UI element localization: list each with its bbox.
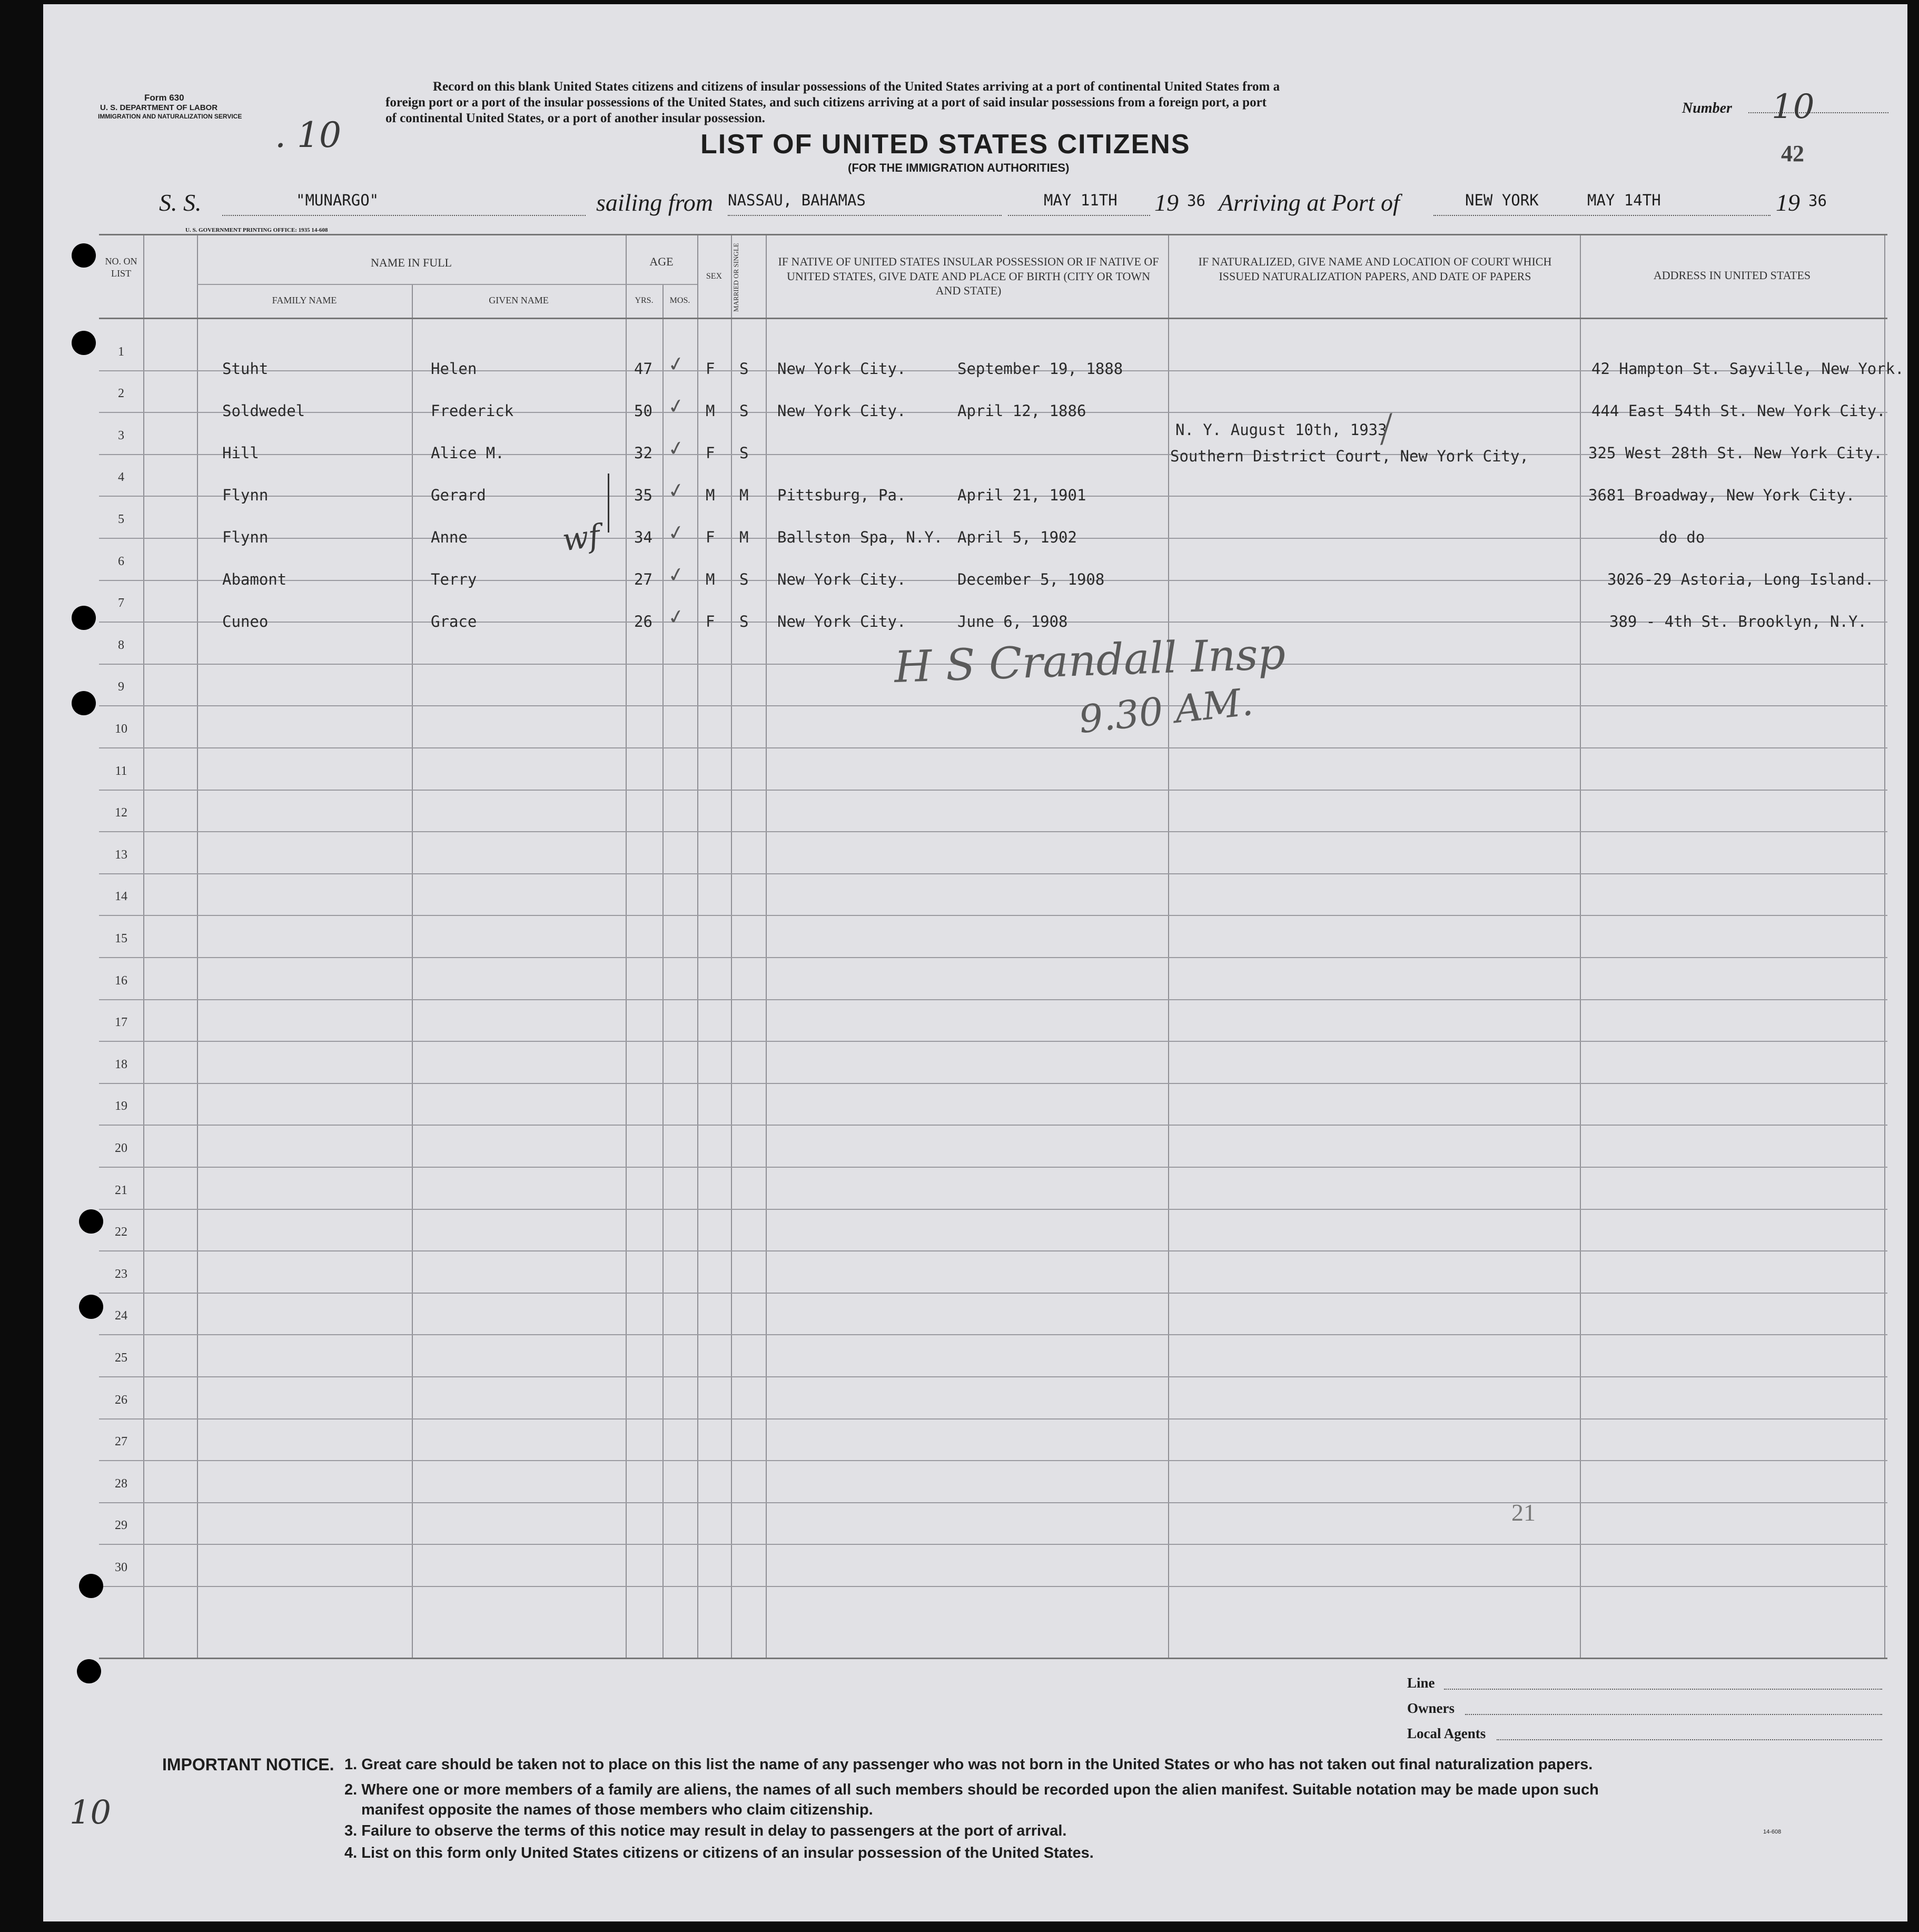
given-name-cell: Grace bbox=[431, 613, 477, 630]
extra-number: 42 bbox=[1781, 141, 1804, 166]
row-rule bbox=[99, 1125, 1887, 1126]
row-number: 12 bbox=[115, 806, 127, 820]
header-years: YRS. bbox=[635, 296, 654, 305]
passenger-table bbox=[99, 234, 1904, 1659]
column-divider bbox=[412, 284, 413, 1658]
birth-place-cell: New York City. bbox=[777, 570, 906, 588]
row-rule bbox=[99, 1376, 1887, 1377]
agents-label: Local Agents bbox=[1407, 1726, 1486, 1741]
owners-label: Owners bbox=[1407, 1700, 1455, 1716]
sex-cell: F bbox=[706, 360, 715, 378]
sex-cell: F bbox=[706, 528, 715, 546]
given-name-cell: Alice M. bbox=[431, 444, 505, 462]
department-name: U. S. DEPARTMENT OF LABOR bbox=[100, 103, 218, 112]
margin-note: . 10 bbox=[275, 115, 341, 155]
sex-cell: M bbox=[706, 570, 715, 588]
document-title: LIST OF UNITED STATES CITIZENS bbox=[700, 129, 1191, 160]
row-number: 25 bbox=[115, 1351, 127, 1365]
row-rule bbox=[99, 915, 1887, 916]
birth-place-cell: New York City. bbox=[777, 402, 906, 420]
row-number: 24 bbox=[115, 1309, 127, 1323]
birth-date-cell: September 19, 1888 bbox=[957, 360, 1123, 378]
column-divider bbox=[697, 235, 698, 1658]
row-number: 30 bbox=[115, 1561, 127, 1574]
header-sex: SEX bbox=[706, 272, 723, 281]
naturalization-court: Southern District Court, New York City, bbox=[1170, 447, 1529, 465]
row-rule bbox=[99, 1418, 1887, 1420]
birth-date-cell: April 21, 1901 bbox=[957, 486, 1086, 504]
sex-cell: M bbox=[706, 402, 715, 420]
header-naturalized: IF NATURALIZED, GIVE NAME AND LOCATION OF COURT WHICH ISSUED NATURALIZATION PAPERS, AND DATE OF PAPERS bbox=[1198, 255, 1552, 283]
address-cell: do do bbox=[1659, 528, 1705, 546]
row-number: 27 bbox=[115, 1435, 127, 1449]
given-name-cell: Helen bbox=[431, 360, 477, 378]
checkmark-icon: ✓ bbox=[666, 604, 687, 630]
header-no-on-list: NO. ON LIST bbox=[105, 256, 137, 279]
column-divider bbox=[1884, 235, 1885, 1658]
family-bracket bbox=[608, 474, 609, 533]
row-number: 10 bbox=[115, 722, 127, 736]
family-name-cell: Flynn bbox=[222, 486, 269, 504]
row-rule bbox=[99, 1502, 1887, 1503]
wife-mark: wf bbox=[560, 517, 602, 558]
age-years-cell: 47 bbox=[634, 360, 652, 378]
age-years-cell: 50 bbox=[634, 402, 652, 420]
header-subdivider bbox=[197, 284, 697, 285]
header-months: MOS. bbox=[669, 296, 690, 305]
notice-item: 3. Failure to observe the terms of this notice may result in delay to passengers at the port of arrival. bbox=[344, 1822, 1067, 1839]
arrival-line bbox=[1433, 215, 1770, 216]
row-number: 29 bbox=[115, 1519, 127, 1533]
row-number: 14 bbox=[115, 890, 127, 904]
row-number: 9 bbox=[118, 680, 124, 694]
binder-hole bbox=[72, 691, 96, 715]
checkmark-icon: ✓ bbox=[666, 393, 687, 419]
row-number: 6 bbox=[118, 554, 124, 568]
notice-item: manifest opposite the names of those members who claim citizenship. bbox=[361, 1801, 873, 1818]
row-rule bbox=[99, 1209, 1887, 1210]
birth-place-cell: New York City. bbox=[777, 613, 906, 630]
address-cell: 389 - 4th St. Brooklyn, N.Y. bbox=[1609, 613, 1867, 630]
birth-date-cell: December 5, 1908 bbox=[957, 570, 1105, 588]
column-divider bbox=[626, 235, 627, 1658]
row-number: 22 bbox=[115, 1225, 127, 1239]
instruction-line: of continental United States, or a port of another insular possession. bbox=[385, 111, 765, 125]
row-rule bbox=[99, 747, 1887, 748]
family-name-cell: Abamont bbox=[222, 570, 287, 588]
row-number: 7 bbox=[118, 596, 124, 610]
header-married-or-single: MARRIED OR SINGLE bbox=[732, 243, 740, 312]
marital-status-cell: S bbox=[739, 570, 749, 588]
notice-item: 4. List on this form only United States citizens or citizens of an insular possession of the United States. bbox=[344, 1845, 1094, 1861]
birth-place-cell: New York City. bbox=[777, 360, 906, 378]
address-cell: 325 West 28th St. New York City. bbox=[1588, 444, 1883, 462]
age-years-cell: 26 bbox=[634, 613, 652, 630]
line-field bbox=[1444, 1689, 1882, 1690]
owners-field bbox=[1465, 1714, 1882, 1715]
binder-hole bbox=[72, 243, 96, 268]
arrival-year: 36 bbox=[1808, 192, 1827, 210]
age-years-cell: 35 bbox=[634, 486, 652, 504]
header-bottom-rule bbox=[99, 318, 1887, 319]
address-cell: 3026-29 Astoria, Long Island. bbox=[1607, 570, 1874, 588]
sex-cell: F bbox=[706, 444, 715, 462]
row-number: 4 bbox=[118, 470, 124, 485]
binder-hole bbox=[72, 331, 96, 355]
marital-status-cell: S bbox=[739, 402, 749, 420]
row-rule bbox=[99, 1293, 1887, 1294]
row-number: 20 bbox=[115, 1141, 127, 1155]
stamp-number: 21 bbox=[1511, 1499, 1536, 1526]
checkmark-icon: ✓ bbox=[666, 351, 687, 377]
given-name-cell: Terry bbox=[431, 570, 477, 588]
column-divider bbox=[1580, 235, 1581, 1658]
header-name-in-full: NAME IN FULL bbox=[371, 256, 452, 269]
row-rule bbox=[99, 999, 1887, 1000]
form-code: 14-608 bbox=[1763, 1829, 1782, 1835]
family-name-cell: Stuht bbox=[222, 360, 269, 378]
arrival-year-prefix: 19 bbox=[1776, 189, 1800, 216]
binder-hole bbox=[79, 1574, 103, 1598]
sex-cell: F bbox=[706, 613, 715, 630]
birth-date-cell: April 12, 1886 bbox=[957, 402, 1086, 420]
binder-hole bbox=[77, 1659, 101, 1683]
row-rule bbox=[99, 1041, 1887, 1042]
row-rule bbox=[99, 1083, 1887, 1084]
arriving-label: Arriving at Port of bbox=[1219, 189, 1400, 216]
instruction-line: Record on this blank United States citizens and citizens of insular possessions of the United States arriving at a port of continental United States from a bbox=[433, 80, 1280, 94]
printing-note: U. S. GOVERNMENT PRINTING OFFICE: 1935 14-608 bbox=[185, 227, 328, 233]
family-name-cell: Soldwedel bbox=[222, 402, 305, 420]
given-name-cell: Gerard bbox=[431, 486, 486, 504]
age-years-cell: 32 bbox=[634, 444, 652, 462]
naturalization-check-icon: ╱ bbox=[1376, 413, 1397, 446]
inspector-signature: H S Crandall Insp bbox=[893, 629, 1287, 693]
column-divider bbox=[143, 235, 144, 1658]
sailing-date-line bbox=[1008, 215, 1150, 216]
column-divider bbox=[197, 235, 198, 1658]
row-rule bbox=[99, 831, 1887, 832]
family-name-cell: Flynn bbox=[222, 528, 269, 546]
row-number: 19 bbox=[115, 1099, 127, 1113]
binder-hole bbox=[72, 606, 96, 630]
age-years-cell: 27 bbox=[634, 570, 652, 588]
row-number: 17 bbox=[115, 1016, 127, 1030]
number-value: 10 bbox=[1772, 87, 1815, 126]
header-age: AGE bbox=[649, 255, 674, 268]
birth-date-cell: June 6, 1908 bbox=[957, 613, 1068, 630]
service-name: IMMIGRATION AND NATURALIZATION SERVICE bbox=[98, 113, 242, 120]
instruction-line: foreign port or a port of the insular possessions of the United States, and such citizens arriving at a port of said insular possessions from a foreign port, a port bbox=[385, 95, 1267, 110]
row-number: 11 bbox=[115, 764, 127, 778]
address-cell: 3681 Broadway, New York City. bbox=[1588, 486, 1855, 504]
birth-date-cell: April 5, 1902 bbox=[957, 528, 1077, 546]
number-label: Number bbox=[1682, 100, 1732, 116]
manifest-sheet bbox=[43, 4, 1907, 1921]
marital-status-cell: S bbox=[739, 613, 749, 630]
header-given-name: GIVEN NAME bbox=[489, 295, 549, 305]
from-port-line bbox=[728, 215, 1002, 216]
row-rule bbox=[99, 705, 1887, 706]
row-rule bbox=[99, 1250, 1887, 1251]
column-divider bbox=[731, 235, 732, 1658]
sailing-year-prefix: 19 bbox=[1154, 189, 1179, 216]
row-rule bbox=[99, 790, 1887, 791]
row-number: 21 bbox=[115, 1183, 127, 1197]
naturalization-date: N. Y. August 10th, 1933 bbox=[1175, 421, 1387, 439]
row-number: 18 bbox=[115, 1057, 127, 1071]
document-subtitle: (FOR THE IMMIGRATION AUTHORITIES) bbox=[848, 161, 1070, 174]
header-address: ADDRESS IN UNITED STATES bbox=[1653, 269, 1811, 282]
sailing-year: 36 bbox=[1187, 192, 1205, 210]
row-rule bbox=[99, 1167, 1887, 1168]
address-cell: 42 Hampton St. Sayville, New York. bbox=[1591, 360, 1904, 378]
row-rule bbox=[99, 1460, 1887, 1461]
number-dotted-line bbox=[1748, 112, 1888, 113]
row-number: 23 bbox=[115, 1267, 127, 1281]
given-name-cell: Frederick bbox=[431, 402, 514, 420]
notice-title: IMPORTANT NOTICE. bbox=[162, 1755, 334, 1774]
row-number: 28 bbox=[115, 1476, 127, 1491]
row-number: 5 bbox=[118, 512, 124, 526]
sailing-label: sailing from bbox=[596, 189, 713, 216]
row-number: 16 bbox=[115, 973, 127, 988]
row-number: 15 bbox=[115, 932, 127, 945]
notice-item: 1. Great care should be taken not to place on this list the name of any passenger who was not born in the United States or who has not taken out final naturalization papers. bbox=[344, 1756, 1593, 1773]
column-divider bbox=[662, 284, 664, 1658]
birth-place-cell: Ballston Spa, N.Y. bbox=[777, 528, 943, 546]
marital-status-cell: S bbox=[739, 444, 749, 462]
agents-field bbox=[1497, 1739, 1882, 1740]
row-number: 1 bbox=[118, 344, 124, 359]
address-cell: 444 East 54th St. New York City. bbox=[1591, 402, 1886, 420]
form-number: Form 630 bbox=[144, 93, 184, 103]
line-label: Line bbox=[1407, 1675, 1435, 1691]
inspection-time: 9.30 AM. bbox=[1076, 679, 1255, 742]
marital-status-cell: M bbox=[739, 528, 749, 546]
binder-hole bbox=[79, 1209, 103, 1234]
row-number: 2 bbox=[118, 387, 124, 401]
marital-status-cell: S bbox=[739, 360, 749, 378]
notice-item: 2. Where one or more members of a family are aliens, the names of all such members should be recorded upon the alien manifest. Suitable notation may be made upon such bbox=[344, 1781, 1599, 1798]
checkmark-icon: ✓ bbox=[666, 561, 687, 588]
row-rule bbox=[99, 957, 1887, 958]
ship-name: "MUNARGO" bbox=[296, 191, 379, 209]
sex-cell: M bbox=[706, 486, 715, 504]
family-name-cell: Hill bbox=[222, 444, 259, 462]
birth-place-cell: Pittsburg, Pa. bbox=[777, 486, 906, 504]
row-rule bbox=[99, 1334, 1887, 1335]
marital-status-cell: M bbox=[739, 486, 749, 504]
checkmark-icon: ✓ bbox=[666, 477, 687, 504]
row-rule bbox=[99, 1544, 1887, 1545]
row-number: 3 bbox=[118, 428, 124, 442]
row-number: 8 bbox=[118, 638, 124, 652]
binder-hole bbox=[79, 1295, 103, 1319]
from-port: NASSAU, BAHAMAS bbox=[728, 191, 866, 209]
arrival-port: NEW YORK bbox=[1465, 191, 1539, 209]
age-years-cell: 34 bbox=[634, 528, 652, 546]
bottom-left-note: 10 bbox=[70, 1793, 111, 1831]
row-number: 13 bbox=[115, 847, 127, 862]
ss-label: S. S. bbox=[159, 189, 202, 216]
sailing-date: MAY 11TH bbox=[1044, 191, 1117, 209]
row-number: 26 bbox=[115, 1393, 127, 1407]
row-rule bbox=[99, 1586, 1887, 1587]
checkmark-icon: ✓ bbox=[666, 519, 687, 546]
family-name-cell: Cuneo bbox=[222, 613, 269, 630]
header-family-name: FAMILY NAME bbox=[272, 295, 337, 305]
ship-line bbox=[222, 215, 586, 216]
header-birth: IF NATIVE OF UNITED STATES INSULAR POSSESSION OR IF NATIVE OF UNITED STATES, GIVE DATE AND PLACE OF BIRTH (CITY OR TOWN AND STATE) bbox=[778, 255, 1159, 297]
form-instructions bbox=[385, 79, 1280, 126]
row-rule bbox=[99, 873, 1887, 874]
given-name-cell: Anne bbox=[431, 528, 468, 546]
column-divider bbox=[766, 235, 767, 1658]
arrival-date: MAY 14TH bbox=[1587, 191, 1661, 209]
checkmark-icon: ✓ bbox=[666, 435, 687, 461]
